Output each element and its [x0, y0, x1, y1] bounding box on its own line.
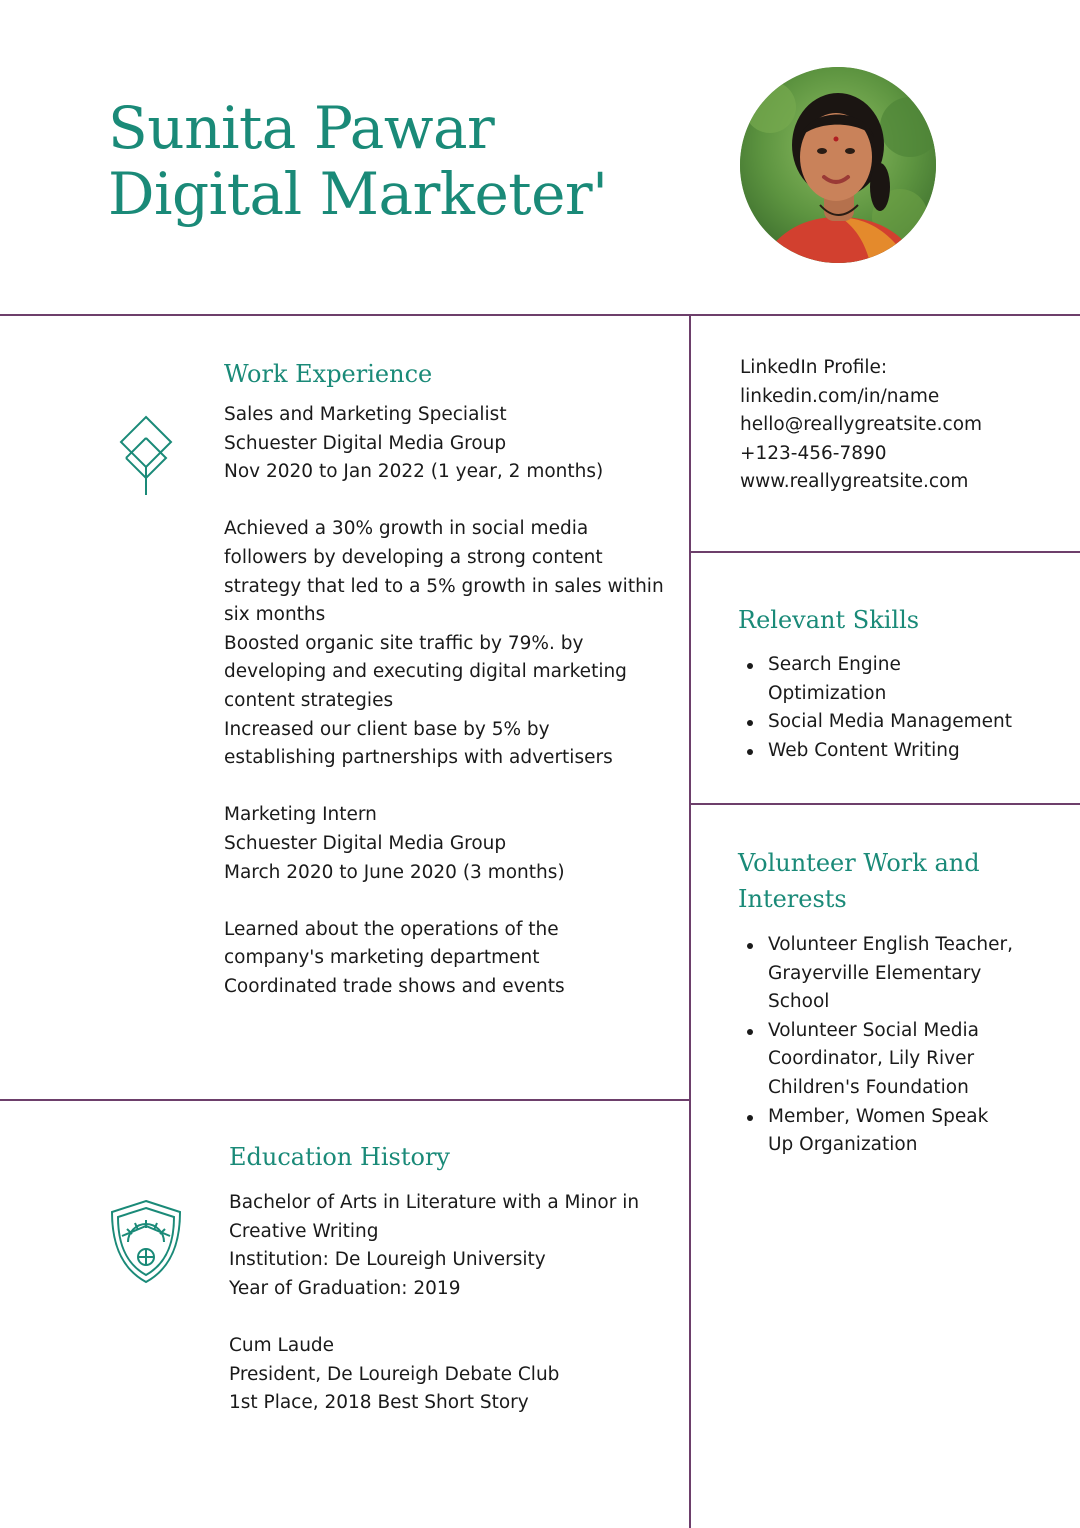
- job-detail: content strategies: [224, 689, 394, 711]
- person-name: Sunita Pawar: [108, 94, 495, 162]
- job-detail: Increased our client base by 5% by: [224, 718, 550, 740]
- skills-heading: Relevant Skills: [738, 606, 920, 634]
- job-role: Marketing Intern: [224, 804, 377, 826]
- volunteer-item: [738, 1017, 1013, 1103]
- job-detail: company's marketing department: [224, 947, 540, 969]
- honor-line: 1st Place, 2018 Best Short Story: [229, 1392, 529, 1414]
- contact-section: [740, 354, 982, 497]
- diamond-plant-icon: [110, 414, 182, 498]
- contact-linkedin-label: LinkedIn Profile:: [740, 357, 888, 378]
- job-detail: followers by developing a strong content: [224, 546, 603, 568]
- volunteer-heading: [738, 845, 980, 917]
- job-detail: Coordinated trade shows and events: [224, 975, 565, 997]
- column-divider: [689, 314, 691, 1528]
- skill-line: Search Engine: [768, 654, 901, 675]
- contact-email: hello@reallygreatsite.com: [740, 414, 983, 436]
- skill-item: [738, 708, 1012, 737]
- skill-line: Web Content Writing: [768, 739, 960, 761]
- portrait-image: [740, 67, 936, 263]
- volunteer-item: [738, 931, 1013, 1017]
- job-dates: Nov 2020 to Jan 2022 (1 year, 2 months): [224, 461, 604, 483]
- work-divider: [0, 1099, 690, 1101]
- job-detail: Boosted organic site traffic by 79%. by: [224, 632, 584, 654]
- job-company: Schuester Digital Media Group: [224, 432, 507, 454]
- skill-item: [738, 737, 1012, 766]
- job-dates: March 2020 to June 2020 (3 months): [224, 861, 565, 883]
- volunteer-line: Member, Women Speak: [768, 1105, 989, 1127]
- volunteer-line: Volunteer English Teacher,: [768, 934, 1013, 955]
- page-title: [108, 95, 608, 227]
- contact-phone: +123-456-7890: [740, 442, 887, 464]
- volunteer-line: Coordinator, Lily River: [768, 1048, 975, 1070]
- work-experience-section: [224, 401, 664, 1001]
- skill-line: Social Media Management: [768, 711, 1013, 733]
- volunteer-heading-line: Interests: [738, 885, 847, 913]
- education-heading: Education History: [229, 1143, 450, 1171]
- contact-website: www.reallygreatsite.com: [740, 471, 969, 493]
- header-divider: [0, 314, 1080, 316]
- job-detail: six months: [224, 604, 326, 626]
- volunteer-line: Grayerville Elementary: [768, 962, 982, 984]
- profile-photo: [740, 67, 936, 263]
- volunteer-item: [738, 1103, 1013, 1160]
- education-icon: [108, 1198, 184, 1290]
- contact-divider: [690, 551, 1080, 553]
- job-company: Schuester Digital Media Group: [224, 832, 507, 854]
- job-detail: Achieved a 30% growth in social media: [224, 518, 589, 540]
- skill-line: Optimization: [768, 682, 887, 704]
- job-detail: Learned about the operations of the: [224, 918, 559, 940]
- job-detail: developing and executing digital marketing: [224, 661, 627, 683]
- work-icon: [110, 414, 182, 502]
- volunteer-line: Children's Foundation: [768, 1076, 969, 1098]
- volunteer-list: [738, 931, 1013, 1160]
- education-line: Year of Graduation: 2019: [229, 1277, 461, 1299]
- job-detail: strategy that led to a 5% growth in sales within: [224, 575, 664, 597]
- skill-item: [738, 651, 1012, 708]
- volunteer-line: School: [768, 991, 830, 1013]
- education-line: Institution: De Loureigh University: [229, 1249, 546, 1271]
- job-detail: establishing partnerships with advertisers: [224, 747, 613, 769]
- skills-divider: [690, 803, 1080, 805]
- job-title: Digital Marketer': [108, 160, 608, 228]
- skills-list: [738, 651, 1012, 765]
- shield-crest-icon: [108, 1198, 184, 1286]
- volunteer-line: Volunteer Social Media: [768, 1019, 979, 1041]
- education-section: [229, 1189, 639, 1418]
- education-line: Bachelor of Arts in Literature with a Minor in: [229, 1192, 640, 1213]
- honor-line: President, De Loureigh Debate Club: [229, 1363, 560, 1385]
- honor-line: Cum Laude: [229, 1334, 335, 1356]
- work-heading: Work Experience: [224, 360, 433, 388]
- volunteer-line: Up Organization: [768, 1134, 918, 1156]
- education-line: Creative Writing: [229, 1220, 379, 1242]
- job-role: Sales and Marketing Specialist: [224, 404, 507, 425]
- volunteer-heading-line: Volunteer Work and: [738, 849, 980, 877]
- contact-linkedin: linkedin.com/in/name: [740, 385, 940, 407]
